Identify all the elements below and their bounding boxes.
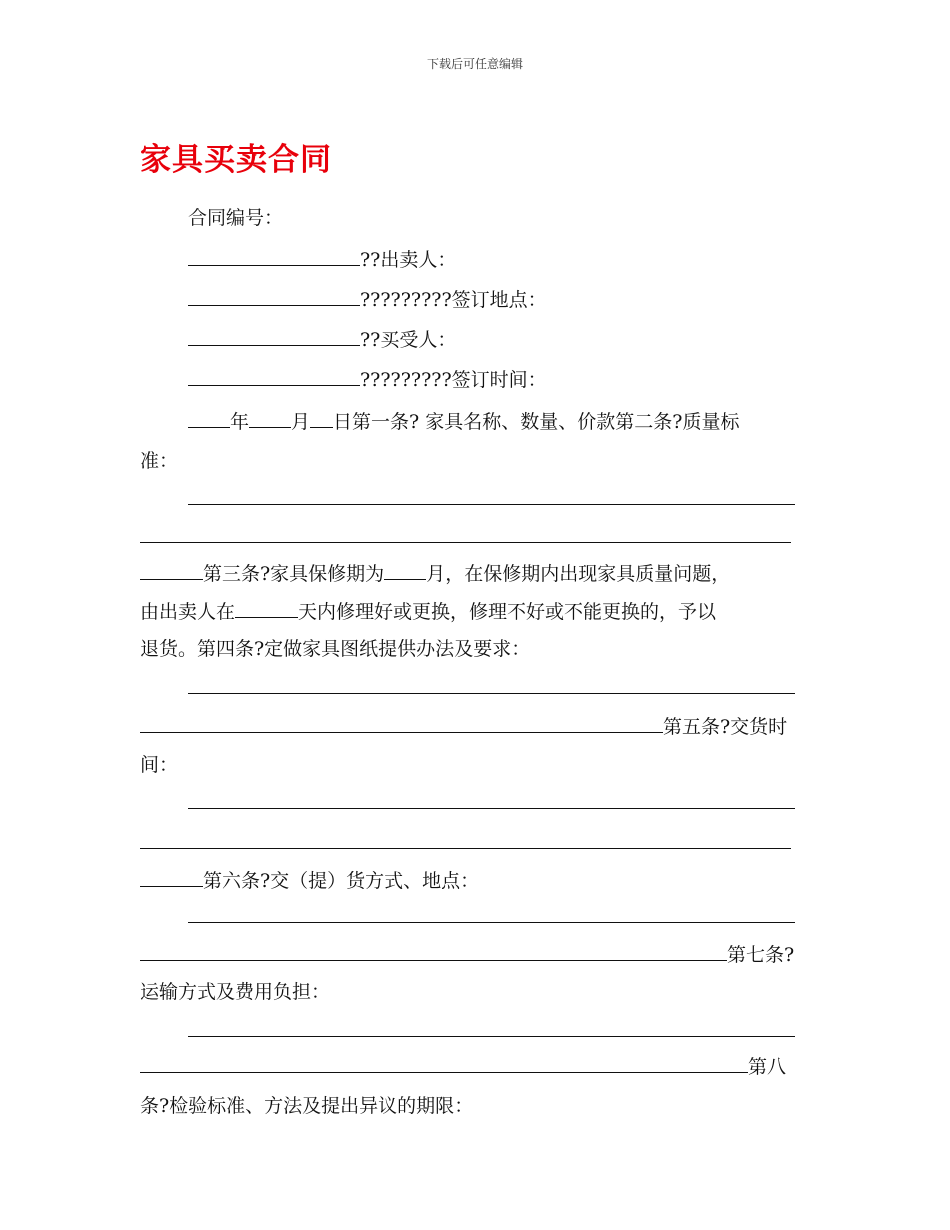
delivery-time-blank-2[interactable]	[140, 848, 791, 849]
article3-blank[interactable]	[140, 560, 203, 580]
transport-blank-2[interactable]	[140, 1053, 748, 1073]
place-label: ?????????签订地点：	[360, 289, 547, 311]
article8-cont: 条?检验标准、方法及提出异议的期限：	[140, 1095, 474, 1117]
delivery-time-blank-1[interactable]	[188, 808, 795, 809]
drawing-blank-2[interactable]	[140, 713, 663, 733]
month-label: 月	[291, 411, 311, 433]
year-label: 年	[230, 411, 250, 433]
transport-blank-1[interactable]	[188, 1036, 795, 1037]
article8-line	[140, 1053, 786, 1079]
quality-blank-1[interactable]	[188, 504, 795, 505]
article3-line2	[140, 598, 716, 624]
delivery-place-blank-1[interactable]	[188, 922, 795, 923]
place-blank[interactable]	[188, 286, 360, 306]
article1-2-text: 日第一条? 家具名称、数量、价款第二条?质量标	[333, 411, 740, 433]
article3-line2-b: 天内修理好或更换，修理不好或不能更换的，予以	[298, 601, 717, 623]
year-blank[interactable]	[188, 408, 230, 428]
article3-line2-a: 由出卖人在	[140, 601, 236, 623]
document-title: 家具买卖合同	[140, 142, 332, 178]
article3-line3: 退货。第四条?定做家具图纸提供办法及要求：	[140, 638, 531, 660]
article7-line	[140, 941, 794, 967]
seller-line	[188, 246, 456, 272]
day-blank[interactable]	[310, 408, 333, 428]
quality-cont: 准：	[140, 450, 179, 472]
time-blank[interactable]	[188, 366, 360, 386]
article5-cont: 间：	[140, 754, 179, 776]
article6-text: 第六条?交（提）货方式、地点：	[203, 870, 480, 892]
date-line	[188, 408, 739, 434]
article7-cont: 运输方式及费用负担：	[140, 981, 331, 1003]
article3-text-b: 月，在保修期内出现家具质量问题，	[426, 563, 731, 585]
article7-text: 第七条?	[727, 944, 795, 966]
article3-text-a: 第三条?家具保修期为	[203, 563, 385, 585]
article3-line	[140, 560, 730, 586]
article5-text: 第五条?交货时	[663, 716, 788, 738]
drawing-blank-1[interactable]	[188, 693, 795, 694]
repair-days-blank[interactable]	[235, 598, 298, 618]
article5-line	[140, 713, 787, 739]
buyer-blank[interactable]	[188, 326, 360, 346]
warranty-blank[interactable]	[384, 560, 426, 580]
seller-label: ??出卖人：	[360, 249, 457, 271]
article6-line	[140, 867, 479, 893]
seller-blank[interactable]	[188, 246, 360, 266]
delivery-place-blank-2[interactable]	[140, 941, 727, 961]
buyer-label: ??买受人：	[360, 329, 457, 351]
article6-blank[interactable]	[140, 867, 203, 887]
place-line	[188, 286, 547, 312]
quality-blank-2[interactable]	[140, 542, 791, 543]
time-line	[188, 366, 547, 392]
buyer-line	[188, 326, 456, 352]
month-blank[interactable]	[249, 408, 291, 428]
time-label: ?????????签订时间：	[360, 369, 547, 391]
contract-number-label: 合同编号：	[188, 207, 284, 229]
page-header: 下载后可任意编辑	[426, 57, 523, 71]
article8-text: 第八	[748, 1056, 787, 1078]
